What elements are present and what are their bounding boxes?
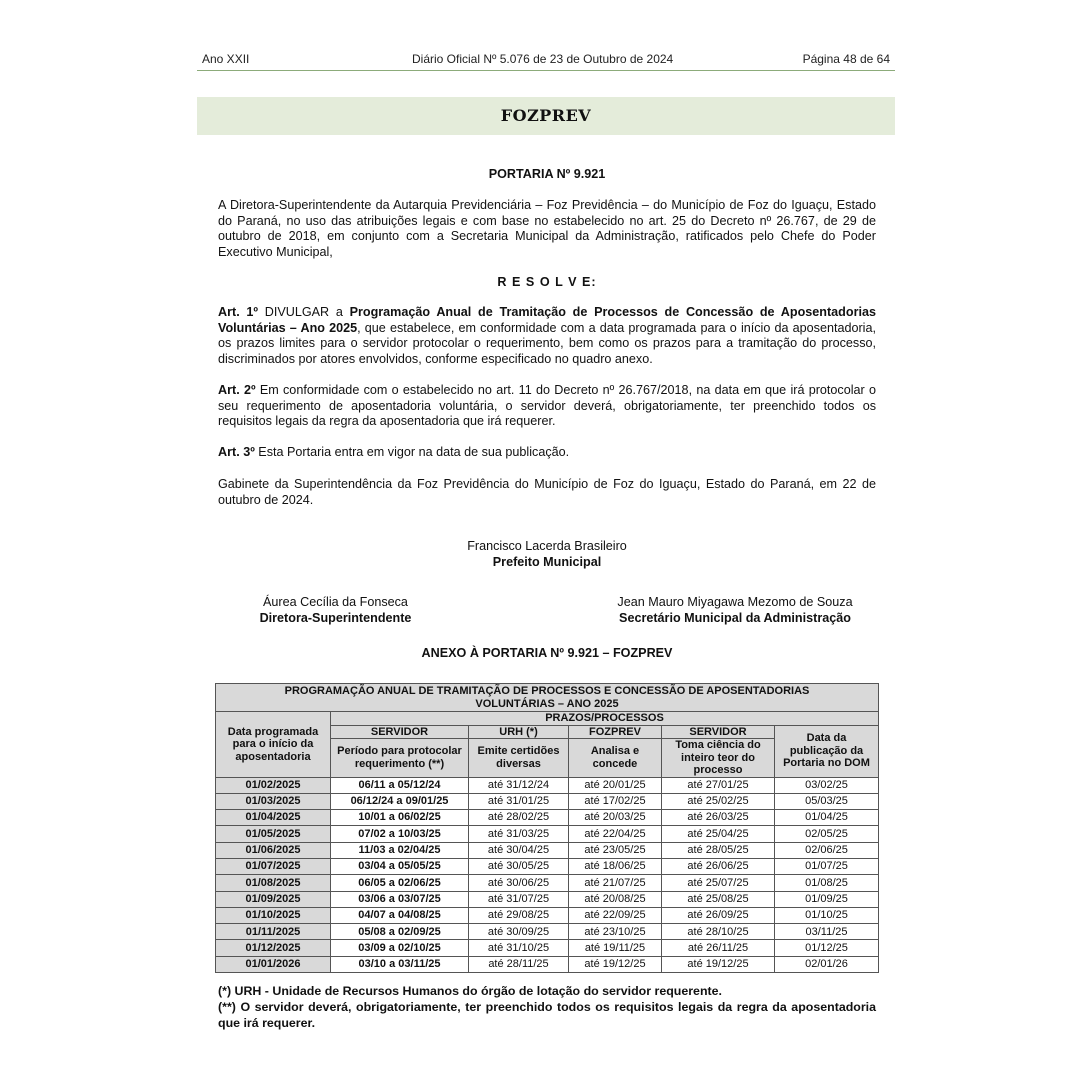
table-cell: até 30/05/25 <box>469 858 569 874</box>
table-title-line2: VOLUNTÁRIAS – ANO 2025 <box>475 697 619 710</box>
table-cell: até 26/06/25 <box>662 858 775 874</box>
table-cell: até 31/03/25 <box>469 826 569 842</box>
table-cell: até 18/06/25 <box>569 858 662 874</box>
table-cell: 01/04/25 <box>775 810 879 826</box>
table-row <box>216 793 879 809</box>
table-row <box>216 875 879 891</box>
article-3-label: Art. 3º <box>218 445 255 459</box>
table-cell: 05/03/25 <box>775 793 879 809</box>
table-cell: até 19/12/25 <box>569 956 662 972</box>
section-title: FOZPREV <box>500 106 592 125</box>
table-cell: 03/11/25 <box>775 924 879 940</box>
table-row <box>216 810 879 826</box>
table-cell: 01/03/2025 <box>216 793 331 809</box>
table-cell: até 22/04/25 <box>569 826 662 842</box>
table-cell: até 25/07/25 <box>662 875 775 891</box>
table-cell: 01/11/2025 <box>216 924 331 940</box>
table-cell: 03/09 a 02/10/25 <box>331 940 469 956</box>
article-1-text: , que estabelece, em conformidade com a data programada para o início da aposentadoria, os prazos limites para o servidor protocolar o requerimento, bem como os prazos para a tramitação do processo, discriminados por atores envolvidos, conforme especificado no quadro anexo. <box>218 320 876 366</box>
table-cell: até 20/01/25 <box>569 777 662 793</box>
table-cell: 01/01/2026 <box>216 956 331 972</box>
header-gazette: Diário Oficial Nº 5.076 de 23 de Outubro de 2024 <box>412 52 674 66</box>
subheader-fozprev: Analisa e concede <box>569 739 662 778</box>
header-servidor-2: SERVIDOR <box>662 725 775 739</box>
article-2 <box>218 383 876 430</box>
article-3-text: Esta Portaria entra em vigor na data de sua publicação. <box>254 445 570 459</box>
table-cell: até 20/03/25 <box>569 810 662 826</box>
table-cell: até 28/05/25 <box>662 842 775 858</box>
article-1-label: Art. 1º <box>218 305 259 319</box>
table-row <box>216 907 879 923</box>
table-cell: até 21/07/25 <box>569 875 662 891</box>
table-cell: até 26/03/25 <box>662 810 775 826</box>
table-notes <box>218 983 876 1031</box>
subheader-servidor-2: Toma ciência do inteiro teor do processo <box>662 739 775 778</box>
table-cell: até 17/02/25 <box>569 793 662 809</box>
table-cell: até 28/02/25 <box>469 810 569 826</box>
table-title <box>216 684 879 712</box>
preamble: A Diretora-Superintendente da Autarquia Previdenciária – Foz Previdência – do Município de Foz do Iguaçu, Estado do Paraná, no uso das atribuições legais e com base no estabelecido no art. 25 do Decreto nº 26.767, de 29 de outubro de 2018, em conjunto com a Secretaria Municipal da Administração, ratificados pelo Chefe do Poder Executivo Municipal, <box>218 198 876 259</box>
table-title-row <box>216 684 879 712</box>
subheader-periodo: Período para protocolar requerimento (**) <box>331 739 469 778</box>
header-start-date: Data programada para o início da aposentadoria <box>216 712 331 778</box>
director-signature <box>218 595 453 626</box>
header-page-number: Página 48 de 64 <box>802 52 890 66</box>
table-title-line1: PROGRAMAÇÃO ANUAL DE TRAMITAÇÃO DE PROCESSOS E CONCESSÃO DE APOSENTADORIAS <box>284 685 810 697</box>
table-cell: 07/02 a 10/03/25 <box>331 826 469 842</box>
table-cell: 01/04/2025 <box>216 810 331 826</box>
table-cell: até 31/10/25 <box>469 940 569 956</box>
article-2-text: Em conformidade com o estabelecido no art. 11 do Decreto nº 26.767/2018, na data em que irá protocolar o seu requerimento de aposentadoria voluntária, o servidor deverá, obrigatoriamente, ter preenchido todos os requisitos legais da regra da aposentadoria que irá requerer. <box>218 383 876 428</box>
table-cell: até 19/11/25 <box>569 940 662 956</box>
article-2-label: Art. 2º <box>218 383 256 397</box>
table-cell: até 23/10/25 <box>569 924 662 940</box>
table-cell: 01/08/2025 <box>216 875 331 891</box>
table-row <box>216 891 879 907</box>
table-cell: até 31/07/25 <box>469 891 569 907</box>
note-urh: (*) URH - Unidade de Recursos Humanos do órgão de lotação do servidor requerente. <box>218 984 722 998</box>
table-cell: até 29/08/25 <box>469 907 569 923</box>
page-header <box>197 48 895 71</box>
table-cell: 03/10 a 03/11/25 <box>331 956 469 972</box>
header-servidor: SERVIDOR <box>331 725 469 739</box>
table-cell: até 27/01/25 <box>662 777 775 793</box>
table-cell: até 31/12/24 <box>469 777 569 793</box>
table-cell: 02/01/26 <box>775 956 879 972</box>
annex-title: ANEXO À PORTARIA Nº 9.921 – FOZPREV <box>421 646 673 660</box>
table-cell: 05/08 a 02/09/25 <box>331 924 469 940</box>
header-dom-date: Data da publicação da Portaria no DOM <box>775 725 879 777</box>
table-cell: 01/09/2025 <box>216 891 331 907</box>
table-cell: 01/08/25 <box>775 875 879 891</box>
table-cell: 01/12/25 <box>775 940 879 956</box>
table-cell: 01/12/2025 <box>216 940 331 956</box>
table-row <box>216 777 879 793</box>
table-cell: 03/02/25 <box>775 777 879 793</box>
table-cell: 02/05/25 <box>775 826 879 842</box>
table-row <box>216 956 879 972</box>
table-cell: até 19/12/25 <box>662 956 775 972</box>
subheader-urh: Emite certidões diversas <box>469 739 569 778</box>
table-cell: até 31/01/25 <box>469 793 569 809</box>
table-cell: 04/07 a 04/08/25 <box>331 907 469 923</box>
table-row <box>216 858 879 874</box>
table-group-row <box>216 712 879 726</box>
article-3 <box>218 445 876 461</box>
schedule-table <box>215 683 879 973</box>
table-cell: 06/12/24 a 09/01/25 <box>331 793 469 809</box>
header-fozprev: FOZPREV <box>569 725 662 739</box>
table-cell: 01/06/2025 <box>216 842 331 858</box>
table-cell: até 25/04/25 <box>662 826 775 842</box>
table-cell: até 30/09/25 <box>469 924 569 940</box>
article-1 <box>218 305 876 367</box>
secretary-name: Jean Mauro Miyagawa Mezomo de Souza <box>617 595 853 609</box>
table-row <box>216 842 879 858</box>
table-row <box>216 924 879 940</box>
table-cell: até 28/11/25 <box>469 956 569 972</box>
section-banner <box>197 97 895 135</box>
table-cell: 11/03 a 02/04/25 <box>331 842 469 858</box>
table-cell: até 26/11/25 <box>662 940 775 956</box>
director-name: Áurea Cecília da Fonseca <box>263 595 408 609</box>
article-1-verb: DIVULGAR a <box>258 305 350 319</box>
table-cell: 01/05/2025 <box>216 826 331 842</box>
table-cell: até 22/09/25 <box>569 907 662 923</box>
table-body <box>216 777 879 973</box>
note-servidor: (**) O servidor deverá, obrigatoriamente, ter preenchido todos os requisitos legais da regra da aposentadoria que irá requerer. <box>218 1000 876 1030</box>
table-cell: 06/11 a 05/12/24 <box>331 777 469 793</box>
header-urh: URH (*) <box>469 725 569 739</box>
table-cell: 10/01 a 06/02/25 <box>331 810 469 826</box>
table-cell: 02/06/25 <box>775 842 879 858</box>
resolve-heading: R E S O L V E: <box>497 275 597 289</box>
table-cell: até 30/04/25 <box>469 842 569 858</box>
table-cell: 06/05 a 02/06/25 <box>331 875 469 891</box>
table-cell: até 26/09/25 <box>662 907 775 923</box>
table-cell: 01/07/2025 <box>216 858 331 874</box>
table-cell: até 28/10/25 <box>662 924 775 940</box>
closing-paragraph: Gabinete da Superintendência da Foz Previdência do Município de Foz do Iguaçu, Estado do Paraná, em 22 de outubro de 2024. <box>218 477 876 507</box>
table-cell: 01/02/2025 <box>216 777 331 793</box>
article-1-bold-text: Programação Anual de Tramitação de Processos de Concessão de Aposentadorias Voluntárias – Ano 2025 <box>218 305 876 335</box>
portaria-title: PORTARIA Nº 9.921 <box>488 167 606 181</box>
table-cell: 01/10/2025 <box>216 907 331 923</box>
secretary-signature <box>590 595 880 626</box>
table-cell: 03/04 a 05/05/25 <box>331 858 469 874</box>
table-row <box>216 940 879 956</box>
table-cell: 03/06 a 03/07/25 <box>331 891 469 907</box>
table-cell: até 23/05/25 <box>569 842 662 858</box>
director-role: Diretora-Superintendente <box>259 610 412 625</box>
header-year: Ano XXII <box>202 52 250 66</box>
table-row <box>216 826 879 842</box>
mayor-signature <box>397 539 697 570</box>
secretary-role: Secretário Municipal da Administração <box>619 610 851 625</box>
header-prazos: PRAZOS/PROCESSOS <box>331 712 879 726</box>
table-cell: até 25/02/25 <box>662 793 775 809</box>
table-cell: até 20/08/25 <box>569 891 662 907</box>
table-cell: 01/07/25 <box>775 858 879 874</box>
mayor-role: Prefeito Municipal <box>492 554 602 569</box>
mayor-name: Francisco Lacerda Brasileiro <box>467 539 627 553</box>
table-cell: 01/09/25 <box>775 891 879 907</box>
table-cell: até 30/06/25 <box>469 875 569 891</box>
table-cell: 01/10/25 <box>775 907 879 923</box>
table-cell: até 25/08/25 <box>662 891 775 907</box>
